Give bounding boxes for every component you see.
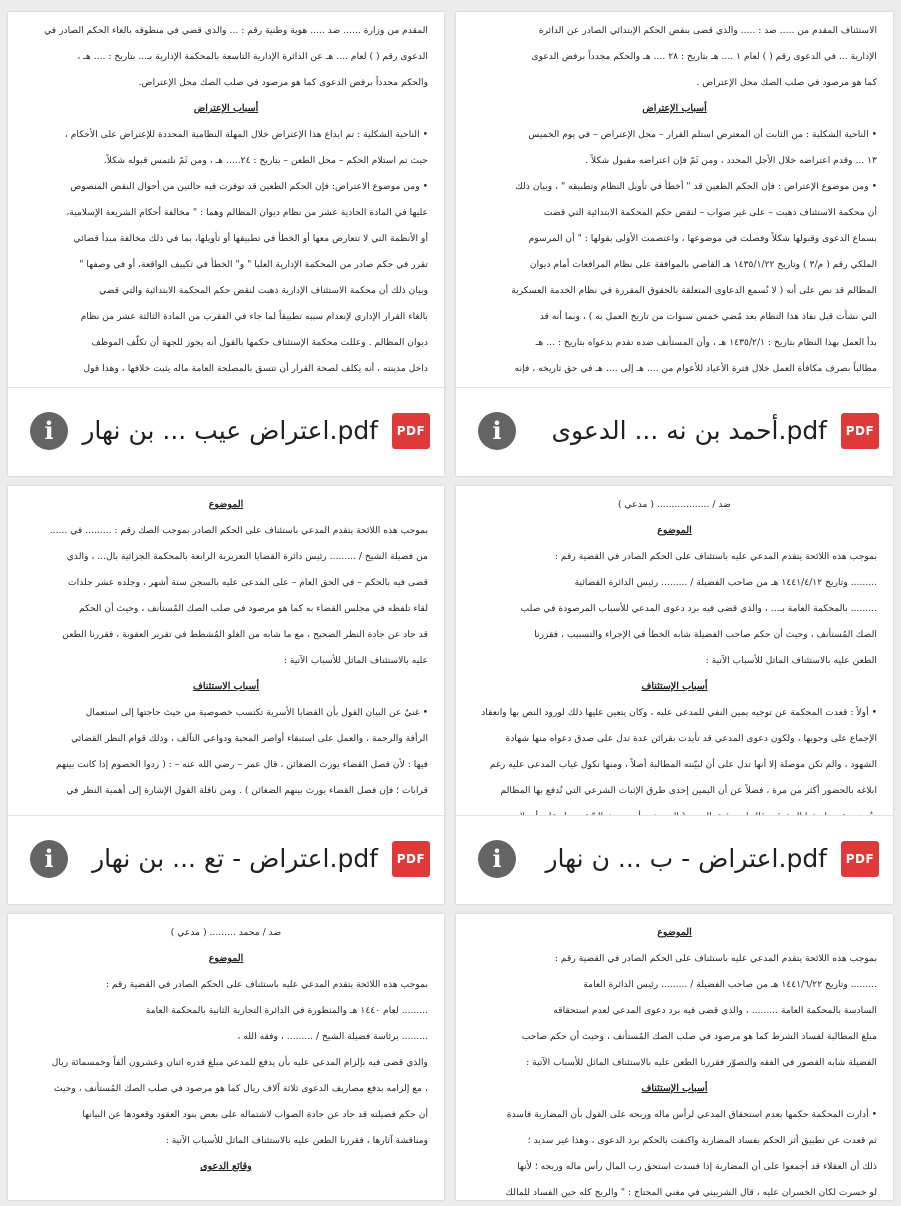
- file-card[interactable]: [8, 914, 444, 1200]
- preview-line: حيث تم استلام الحكم – محل الطعن – بتاريخ : ٢٤..... هـ ، ومن ثَمّ نلتمس قبوله شكلاً.: [103, 155, 428, 166]
- document-preview: [456, 914, 893, 1200]
- preview-line: ذلك أن العقلاء قد أجمعوا على أن المضاربة إذا فسدت استحق رب المال رأس ماله وربحه ؛ لأنها: [517, 1161, 877, 1172]
- preview-line: مطالباً بصرف مكافأة العمل خلال فترة الأعياد للأعوام من .... هـ إلى .... هـ في حق تاريخه ، فإنه: [514, 363, 877, 374]
- preview-line: بموجب هذه اللائحة يتقدم المدعي عليه باستئناف على الحكم الصادر في القضية رقم :: [554, 551, 877, 562]
- preview-line: لقاء تلفظه في مجلس القضاء به كما هو مرصود في صلب الصك المُستأنف ، وحيث أن الحكم: [78, 603, 428, 614]
- preview-line: بموجب هذه اللائحة يتقدم المدعي عليه باستئناف على الحكم الصادر في القضية رقم :: [105, 979, 428, 990]
- preview-line: السادسة بالمحكمة العامة ......... ، والذي قضى فيه برد دعوى المدعي لعدم استحقاقه: [553, 1005, 877, 1016]
- preview-line: • الناحية الشكلية : من الثابت أن المعترض استلم القرار – محل الإعتراض – في يوم الخميس: [472, 122, 877, 148]
- preview-line: ديوان المظالم . وعللت محكمة الإستئناف حكمها بالقول أنه يجوز للجهة أن تكلّف الموظف: [91, 337, 428, 348]
- preview-line: ......... وتاريخ ١٤٤١/٦/٢٢ هـ من صاحب الفضيلة / ......... رئيس الدائرة العامة: [583, 979, 877, 990]
- preview-line: وبيان ذلك أن محكمة الاستئناف الإدارية ذهبت لنقض حكم المحكمة الابتدائية والتي قضي: [99, 285, 428, 296]
- info-icon[interactable]: i: [478, 840, 516, 878]
- preview-line: • الناحية الشكلية : تم ايداع هذا الإعتراض خلال المهلة النظامية المحددة للإعتراض على الأحكام ،: [24, 122, 428, 148]
- preview-line: ثم قعدت عن تطبيق أثر الحكم بفساد المضاربة واكتفت بالحكم برد الدعوى ، وهذا غير سديد ؛: [527, 1135, 877, 1146]
- preview-line: الشهود ، والم تكن موصلة إلا أنها تدل على أن لبيّنته المطالبة أصلاً ، ومنها نكول غياب المدعى عليه رغم: [489, 759, 877, 770]
- preview-heading: أسباب الاستئناف: [193, 681, 259, 692]
- preview-line: عليه بالاستئناف الماثل للأسباب الآتية :: [283, 655, 428, 666]
- preview-line: • أولاً : قعدت المحكمة عن توجيه يمين النفي للمدعى عليه ، وكان يتعين عليها ذلك لورود النص بها وانعقاد: [472, 700, 877, 726]
- file-footer: [8, 815, 444, 904]
- preview-heading: الموضوع: [208, 953, 244, 964]
- pdf-file-icon: PDF: [841, 413, 879, 449]
- preview-line: قد حاد عن جادة النظر الصحيح ، مع ما شابه من الغلو المُشطط في تقرير العقوبة ، فقررنا الطعن: [62, 629, 428, 640]
- preview-line: ......... بالمحكمة العامة بـ... ، والذي قضى فيه برد دعوى المدعي للأسباب المرصودة في صلب: [520, 603, 877, 614]
- preview-line: أن حكم فضيلته قد حاد عن جادة الصواب لاشتماله على بعض بنود العقود وقعودها عن البيانها: [82, 1109, 428, 1120]
- preview-line: الاستئناف المقدم من ..... ضد : ..... والذي قضى بنقض الحكم الإبتدائي الصادر عن الدائرة: [538, 25, 877, 36]
- preview-line: الصك المُستأنف ، وحيث أن حكم صاحب الفضيلة شابه الخطأ في الإجراء والتسبيب ، فقررنا: [534, 629, 877, 640]
- preview-line: والذي قضى فيه بإلزام المدعي عليه بأن يدفع للمدعي مبلغ قدره اثنان وعشرون ألفاً وخمسمائة ريال: [51, 1057, 428, 1068]
- preview-line: ، مع إلزامه بدفع مصاريف الدعوى ثلاثة آلاف ريال كما هو مرصود في صلب الصك المُستأنف ، وحيث: [53, 1083, 428, 1094]
- document-preview: [8, 914, 444, 1200]
- info-icon[interactable]: i: [30, 412, 68, 450]
- preview-line: ابلاغه بالحضور أكثر من مرة ، فضلاً عن أن اليمين إحدى طرق الإثبات الشرعي التي تُدفع بها المظالم: [500, 785, 877, 796]
- file-card[interactable]: [456, 12, 893, 476]
- pdf-file-icon: PDF: [841, 841, 879, 877]
- preview-line: • ومن موضوع الإعتراض : فإن الحكم الطعين قد " أخطأ في تأويل النظام وتطبيقه " ، وبيان ذلك: [472, 174, 877, 200]
- preview-line: تقرر في حكم صادر من المحكمة الإدارية العليا " و" الخطأ في تكييف الواقعة، أو في وصفها ": [79, 259, 428, 270]
- preview-line: الإجماع على وجوبها ، ولكون دعوى المدعي قد تأيدت بقرائن عدة تدل على صدق دعواه منها شهادة: [505, 733, 877, 744]
- preview-heading: الموضوع: [657, 927, 692, 938]
- preview-heading: أسباب الإعتراض: [642, 103, 707, 114]
- info-icon[interactable]: i: [478, 412, 516, 450]
- preview-line: بموجب هذه اللائحة يتقدم المدعي باستئناف على الحكم الصادر بموجب الصك رقم : ......... في ......: [49, 525, 428, 536]
- preview-line: قضى فيه بالحكم – في الحق العام – على المدعى عليه بالسجن ستة أشهر ، وجلده عشر جلدات: [68, 577, 428, 588]
- preview-line: أو الأنظمة التي لا تتعارض معها أو الخطأ في تطبيقها أو تأويلها، بما في ذلك مخالفة مبدأ قضائي: [73, 233, 428, 244]
- preview-line: الرأفة والرحمة ، والعمل على استبقاء أواصر المحبة ودواعي التآلف ، وذلك قوام النظر القضائي: [71, 733, 428, 744]
- file-name[interactable]: اعتراض - ب ... ن نهار.pdf: [545, 844, 827, 873]
- preview-line: مبلغ المطالبة لفساد الشرط كما هو مرصود في صلب الصك المُستأنف ، وحيث أن حكم صاحب: [521, 1031, 877, 1042]
- preview-heading: الموضوع: [208, 499, 244, 510]
- preview-line: ١٣ ... وقدم اعتراضه خلال الأجل المحدد ، ومن ثَمّ فإن اعتراضه مقبول شكلاً .: [585, 155, 877, 166]
- document-preview: [8, 486, 444, 816]
- file-card[interactable]: [8, 12, 444, 476]
- preview-line: ومناقشة آثارها ، فقررنا الطعن عليه بالاستئناف الماثل للأسباب الآتية :: [165, 1135, 428, 1146]
- preview-line: والحكم مجدداً برفض الدعوى كما هو مرصود في صلب الصك محل الإعتراض.: [138, 77, 428, 88]
- preview-line: الطعن عليه بالاستئناف الماثل للأسباب الآتية :: [705, 655, 877, 666]
- file-name[interactable]: اعتراض - تع ... بن نهار.pdf: [92, 844, 378, 873]
- preview-line: من فضيلة الشيخ / ......... رئيس دائرة القضايا التعزيرية الرابعة بالمحكمة الجزائية بال... ، والذي: [66, 551, 428, 562]
- preview-line: • غنيٌ عن البيان القول بأن القضايا الأسرية تكتسب خصوصية من حيث حاجتها إلى استعمال: [24, 700, 428, 726]
- file-card[interactable]: [8, 486, 444, 904]
- preview-line: • ومن موضوع الاعتراض: فإن الحكم الطعين قد توفرت فيه حالتين من أحوال النقض المنصوص: [24, 174, 428, 200]
- file-card[interactable]: [456, 914, 893, 1200]
- preview-line: التي نشأت قبل نفاذ هذا النظام بعد مُضي خمس سنوات من تاريخ العمل به ) ، وبما أنه قد: [539, 311, 877, 322]
- preview-line: الدعوى رقم ( ) لعام .... هـ عن الدائرة الإدارية التاسعة بالمحكمة الإدارية بـ... بتاريخ : .... هـ ،: [77, 51, 428, 62]
- preview-heading: وقائع الدعوى: [200, 1161, 252, 1172]
- preview-line: بالغاء القرار الإداري لإنعدام سببه تطبيقاً لما جاء في الفقرب من المادة الثالثة عشر من نظام: [80, 311, 428, 322]
- preview-heading: أسباب الإعتراض: [193, 103, 259, 114]
- preview-line: عليها في المادة الحادية عشر من نظام ديوان المظالم وهما : " مخالفة أحكام الشريعة الإسلامية،: [66, 207, 428, 218]
- preview-heading: أسباب الإستئناف: [641, 681, 708, 692]
- preview-heading: أسباب الإستئناف: [641, 1083, 708, 1094]
- preview-line: داخل مدينته ، أنه يكلف لصحة القرار أن تتسق بالمصلحة العامة ماله يثبت خلافها ، وهذا قول: [83, 363, 428, 374]
- preview-line: بسماع الدعوى وقبولها شكلاً وفصلت في موضوعها ، واعتصمت الأولى بقولها : " أن المرسوم: [528, 233, 877, 244]
- file-card[interactable]: [456, 486, 893, 904]
- file-footer: [456, 815, 893, 904]
- preview-line: • أدارت المحكمة حكمها بعدم استحقاق المدعي لرأس ماله وربحه على القول بأن المضاربة فاسدة: [472, 1102, 877, 1128]
- preview-line: المقدم من وزارة ...... ضد ..... هوية وطنية رقم : ... والذي قضي في منطوقه بالغاء الحكم الصادر في: [44, 25, 428, 36]
- preview-line: فيها : لأن فصل القضاء يورث الضغائن ، قال عمر – رضي الله عنه – : ( ردوا الخصوم إذا كانت بينهم: [55, 759, 428, 770]
- file-footer: [456, 387, 893, 476]
- file-footer: [8, 387, 444, 476]
- preview-line: ضد / محمد ......... ( مدعي ): [170, 927, 282, 938]
- preview-line: بدأ العمل بهذا النظام بتاريخ : ١٤٣٥/٢/١ هـ ، وأن المستأنف ضده تقدم بدعواه بتاريخ : ... هـ: [535, 337, 877, 348]
- document-preview: [8, 12, 444, 388]
- preview-line: الفضيلة شابه القصور في الفقه والتصوّر فقررنا الطعن عليه بالاستئناف الماثل للأسباب الآتية :: [526, 1057, 877, 1068]
- file-name[interactable]: اعتراض عيب ... بن نهار.pdf: [82, 416, 378, 445]
- preview-line: أن محكمة الاستئناف ذهبت – على غير صواب – لنقض حكم المحكمة الابتدائية التي قضت: [543, 207, 877, 218]
- file-name[interactable]: أحمد بن نه ... الدعوى.pdf: [551, 416, 827, 445]
- document-preview: [456, 486, 893, 816]
- pdf-file-icon: PDF: [392, 413, 430, 449]
- preview-line: ......... وتاريخ ١٤٤١/٤/١٢ هـ من صاحب الفضيلة / ......... رئيس الدائرة القضائية: [574, 577, 877, 588]
- preview-line: ضد / .................. ( مدعي ): [618, 499, 731, 510]
- preview-heading: الموضوع: [657, 525, 692, 536]
- pdf-file-icon: PDF: [392, 841, 430, 877]
- document-preview: [456, 12, 893, 388]
- preview-line: الإدارية ... في الدعوى رقم ( ) لعام ١ .... هـ بتاريخ : ٢٨ .... هـ والحكم مجدداً برفض الدعوى: [531, 51, 877, 62]
- preview-line: كما هو مرصود في صلب الصك محل الإعتراض .: [696, 77, 877, 88]
- preview-line: لو خسرت لكان الخسران عليه ، قال الشربيني في مغني المحتاج : " والربح كله حين الفساد للمالك: [505, 1187, 877, 1198]
- preview-line: ......... برئاسة فضيلة الشيخ / ......... ، وفقه الله ،: [237, 1031, 428, 1042]
- preview-line: ......... لعام ١٤٤٠ هـ والمنظورة في الدائرة التجارية الثانية بالمحكمة العامة: [145, 1005, 428, 1016]
- preview-line: بموجب هذه اللائحة يتقدم المدعي عليه باستئناف على الحكم الصادر في القضية رقم :: [554, 953, 877, 964]
- info-icon[interactable]: i: [30, 840, 68, 878]
- preview-line: الملكي رقم ( م/٣ ) وتاريخ ١٤٣٥/١/٢٢ هـ القاضي بالموافقة على نظام المرافعات أمام ديوان: [529, 259, 877, 270]
- preview-line: قرابات ؛ فإن فصل القضاء يورث بينهم الضغائن ) . ومن نافلة القول الإشارة إلى أهمية النظر في: [66, 785, 428, 796]
- preview-line: المظالم قد نص على أنه ( لا تُسمع الدعاوى المتعلقة بالحقوق المقررة في نظام الخدمة العسكرية: [511, 285, 877, 296]
